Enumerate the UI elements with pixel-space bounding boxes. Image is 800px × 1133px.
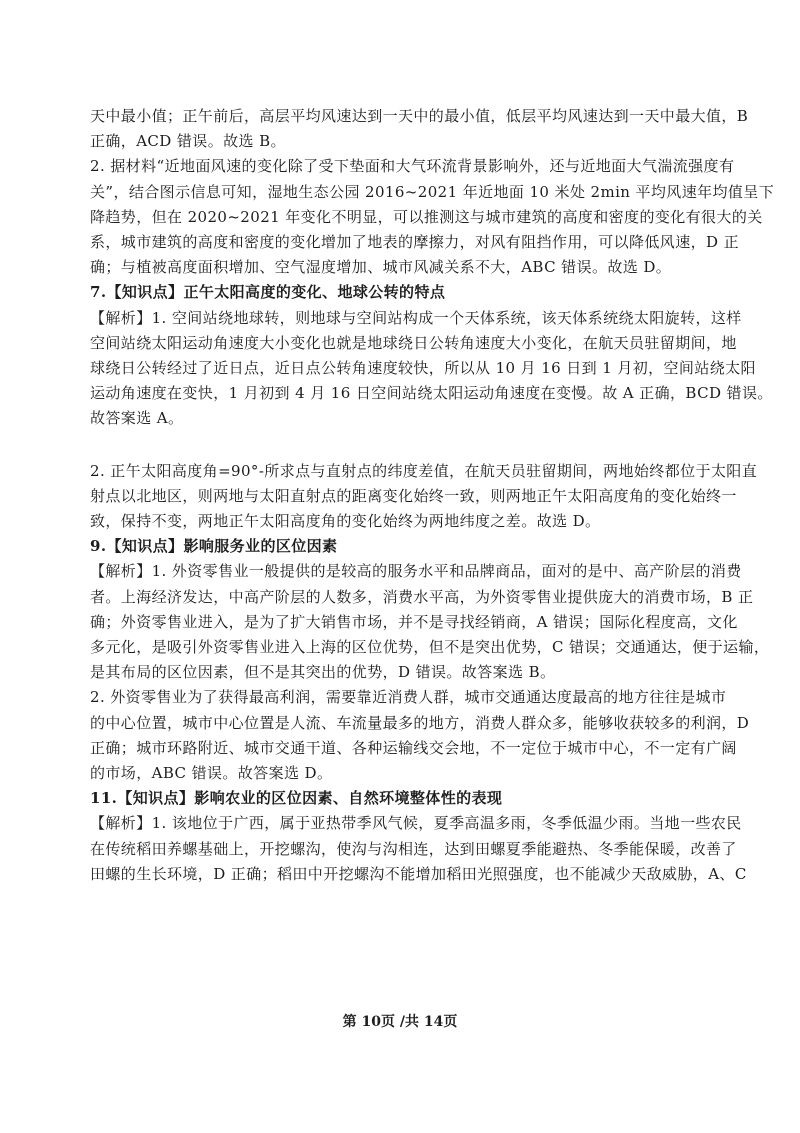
text-line: 2. 外资零售业为了获得最高利润，需要靠近消费人群，城市交通通达度最高的地方往往是城市 [90,688,727,707]
text-line: 空间站绕太阳运动角速度大小变化也就是地球绕日公转角速度大小变化，在航天员驻留期间，地 [90,333,737,352]
text-line: 【解析】1. 该地位于广西，属于亚热带季风气候，夏季高温多雨，冬季低温少雨。当地一些农民 [90,814,742,833]
text-line: 【解析】1. 空间站绕地球转，则地球与空间站构成一个天体系统，该天体系统绕太阳旋转，这样 [90,308,742,327]
section-heading-9: 9.【知识点】影响服务业的区位因素 [90,537,338,556]
text-line: 故答案选 A。 [90,409,184,428]
text-line: 是其布局的区位因素，但不是其突出的优势，D 错误。故答案选 B。 [90,663,556,682]
text-line: 天中最小值；正午前后，高层平均风速达到一天中的最小值，低层平均风速达到一天中最大值，B [90,107,749,125]
text-line: 系，城市建筑的高度和密度的变化增加了地表的摩擦力，对风有阻挡作用，可以降低风速，D 正 [90,233,739,252]
document-body [90,104,775,887]
text-line: 射点以北地区，则两地与太阳直射点的距离变化始终一致，则两地正午太阳高度角的变化始终一 [90,486,737,505]
text-line: 运动角速度在变快，1 月初到 4 月 16 日空间站绕太阳运动角速度在变慢。故 A 正确，BCD 错误。 [90,384,773,403]
page-number-footer: 第 10页 /共 14页 [342,1014,458,1030]
text-line: 确；与植被高度面积增加、空气湿度增加、城市风减关系不大，ABC 错误。故选 D。 [90,258,672,277]
text-line: 关”，结合图示信息可知，湿地生态公园 2016~2021 年近地面 10 米处 2min 平均风速年均值呈下 [90,182,775,201]
text-line: 在传统稻田养螺基础上，开挖螺沟，使沟与沟相连，达到田螺夏季能避热、冬季能保暖，改善了 [90,839,737,858]
text-line: 【解析】1. 外资零售业一般提供的是较高的服务水平和品牌商品，面对的是中、高产阶层的消费 [90,562,742,581]
section-heading-7: 7.【知识点】正午太阳高度的变化、地球公转的特点 [90,283,446,302]
text-line: 球绕日公转经过了近日点，近日点公转角速度较快，所以从 10 月 16 日到 1 月初，空间站绕太阳 [90,359,756,378]
text-line: 的中心位置，城市中心位置是人流、车流量最多的地方，消费人群众多，能够收获较多的利润，D [90,713,750,732]
text-line: 正确，ACD 错误。故选 B。 [90,132,286,151]
text-line: 田螺的生长环境，D 正确；稻田中开挖螺沟不能增加稻田光照强度，也不能减少天敌威胁，A、C [90,864,747,883]
blank-line [90,432,720,459]
text-line: 降趋势，但在 2020~2021 年变化不明显，可以推测这与城市建筑的高度和密度的变化有很大的关 [90,207,763,226]
section-heading-11: 11.【知识点】影响农业的区位因素、自然环境整体性的表现 [90,789,503,808]
text-line: 2. 据材料“近地面风速的变化除了受下垫面和大气环流背景影响外，还与近地面大气湍流强度有 [90,157,735,176]
text-line: 多元化，是吸引外资零售业进入上海的区位优势，但不是突出优势，C 错误；交通通达，便于运输， [90,638,770,657]
text-line: 正确；城市环路附近、城市交通干道、各种运输线交会地，不一定位于城市中心，不一定有广阔 [90,738,737,757]
text-line: 2. 正午太阳高度角=90°-所求点与直射点的纬度差值，在航天员驻留期间，两地始终都位于太阳直 [90,461,758,480]
text-line: 的市场，ABC 错误。故答案选 D。 [90,764,333,783]
text-line: 确；外资零售业进入，是为了扩大销售市场，并不是寻找经销商，A 错误；国际化程度高，文化 [90,612,738,631]
text-line: 者。上海经济发达，中高产阶层的人数多，消费水平高，为外资零售业提供庞大的消费市场，B 正 [90,587,754,606]
text-line: 致，保持不变，两地正午太阳高度角的变化始终为两地纬度之差。故选 D。 [90,512,601,531]
